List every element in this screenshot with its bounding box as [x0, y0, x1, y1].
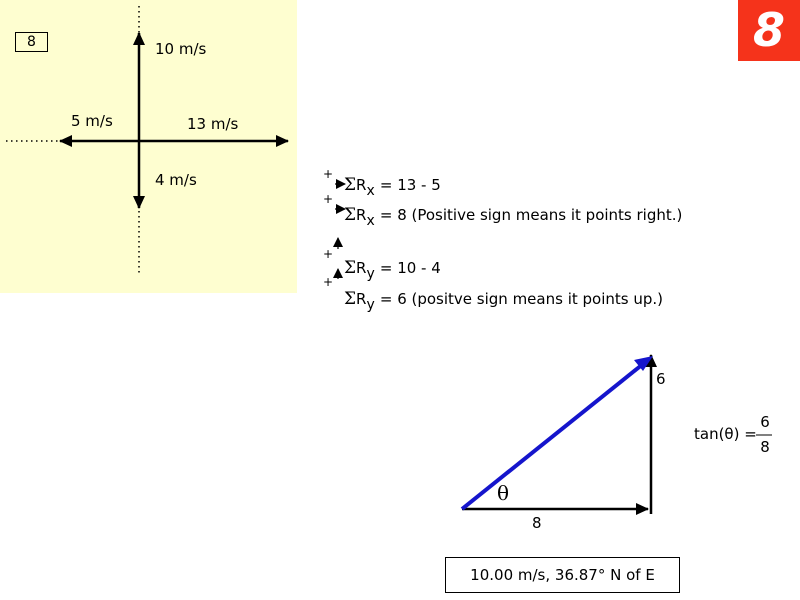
- ry-expression: = 10 - 4: [379, 259, 441, 277]
- tangent-lhs: tan(θ) =: [694, 425, 757, 443]
- triangle-height-label: 6: [656, 370, 666, 388]
- triangle-base-label: 8: [532, 514, 542, 532]
- equation-sum-rx-1: [344, 175, 441, 199]
- sigma-symbol: Σ: [344, 205, 357, 225]
- y-subscript: y: [366, 297, 375, 313]
- sigma-symbol: Σ: [344, 289, 357, 309]
- sigma-symbol: Σ: [344, 258, 357, 278]
- plus-sign: +: [323, 275, 334, 289]
- angle-theta-label: θ: [497, 481, 510, 505]
- r-symbol: R: [356, 206, 367, 224]
- label-down-velocity: 4 m/s: [155, 171, 197, 189]
- ry-result: = 6 (positve sign means it points up.): [379, 290, 663, 308]
- label-up-velocity: 10 m/s: [155, 40, 207, 58]
- r-symbol: R: [356, 259, 367, 277]
- rx-result: = 8 (Positive sign means it points right.): [379, 206, 683, 224]
- resultant-vector: [462, 360, 648, 509]
- plus-sign: +: [323, 192, 334, 206]
- fraction-denominator: 8: [760, 438, 770, 456]
- label-left-velocity: 5 m/s: [71, 112, 113, 130]
- result-box: 10.00 m/s, 36.87° N of E: [445, 557, 680, 593]
- problem-number-box: 8: [15, 32, 48, 52]
- equation-sum-rx-2: [344, 205, 683, 229]
- x-subscript: x: [366, 183, 375, 199]
- r-symbol: R: [356, 290, 367, 308]
- equation-sum-ry-2: [344, 289, 663, 313]
- label-right-velocity: 13 m/s: [187, 115, 239, 133]
- plus-sign: +: [323, 167, 334, 181]
- sigma-symbol: Σ: [344, 175, 357, 195]
- r-symbol: R: [356, 176, 367, 194]
- y-subscript: y: [366, 266, 375, 282]
- rx-expression: = 13 - 5: [379, 176, 441, 194]
- plus-sign: +: [323, 247, 334, 261]
- fraction-numerator: 6: [760, 413, 770, 431]
- badge-number: 8: [752, 3, 785, 57]
- equation-sum-ry-1: [344, 258, 441, 282]
- x-subscript: x: [366, 213, 375, 229]
